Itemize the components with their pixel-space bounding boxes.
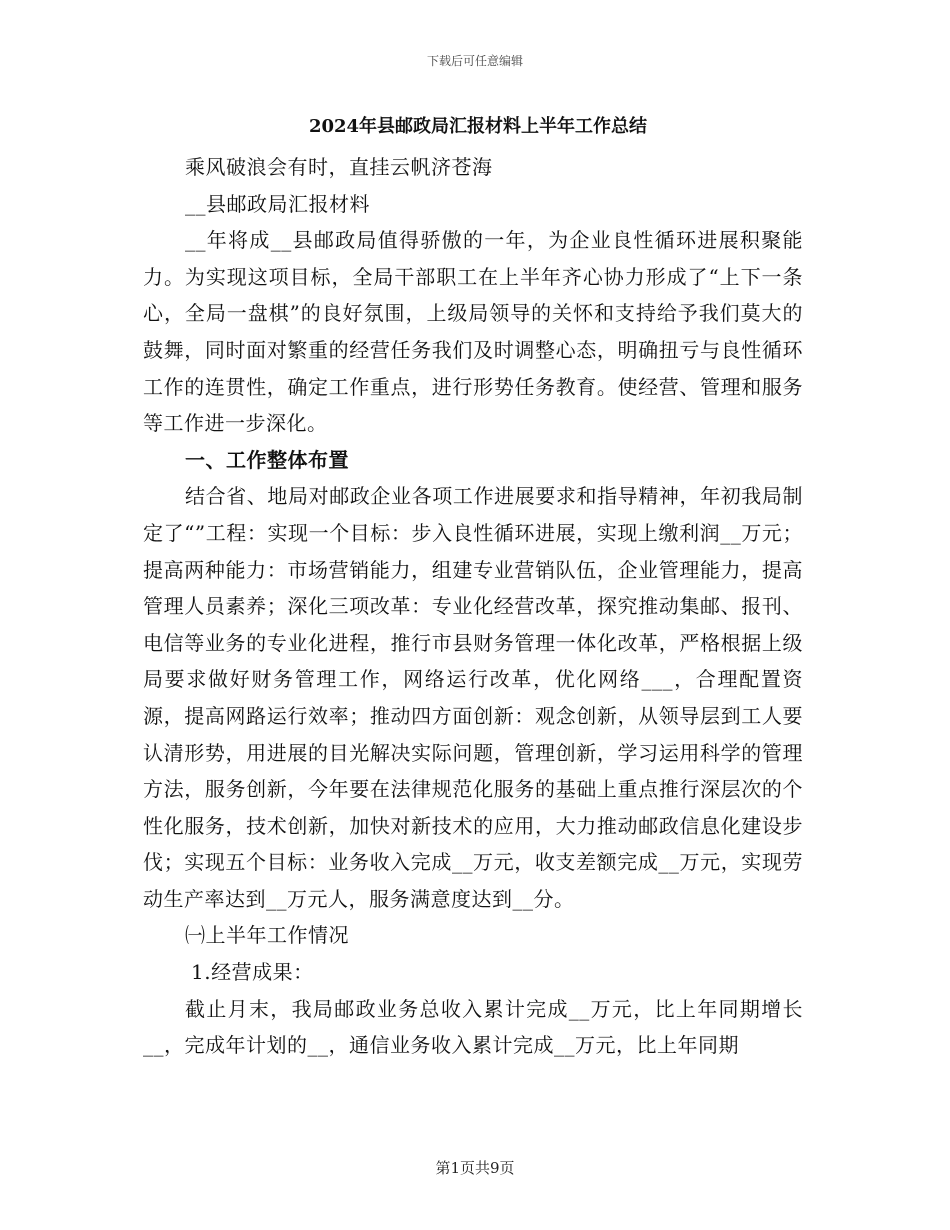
page-header: 下载后可任意编辑 <box>426 54 523 68</box>
page-footer: 第1页共9页 <box>435 1159 515 1177</box>
document-title: 2024年县邮政局汇报材料上半年工作总结 <box>308 116 648 137</box>
paragraph-intro: __年将成__县邮政局值得骄傲的一年，为企业良性循环进展积聚能力。为实现这项目标，全局干部职工在上半年齐心协力形成了“上下一条心，全局一盘棋”的良好氛围，上级局领导的关怀和支持给予我们莫大的鼓舞，同时面对繁重的经营任务我们及时调整心态，明确扭亏与良性循环工作的连贯性，确定工作重点，进行形势任务教育。使经营、管理和服务等工作进一步深化。 <box>143 228 803 436</box>
document-body <box>143 113 803 1064</box>
paragraph-business-results: 截止月末，我局邮政业务总收入累计完成__万元，比上年同期增长__，完成年计划的__，通信业务收入累计完成__万元，比上年同期 <box>143 996 803 1058</box>
item-heading-business-results: 1.经营成果： <box>191 960 314 985</box>
paragraph-motto: 乘风破浪会有时，直挂云帆济苍海 <box>185 155 493 179</box>
subsection-heading-first-half: ㈠上半年工作情况 <box>185 923 349 948</box>
section-heading-overall-plan: 一、工作整体布置 <box>185 447 349 472</box>
paragraph-overall-plan: 结合省、地局对邮政企业各项工作进展要求和指导精神，年初我局制定了“”工程：实现一个目标：步入良性循环进展，实现上缴利润__万元；提高两种能力：市场营销能力，组建专业营销队伍，企业管理能力，提高管理人员素养；深化三项改革：专业化经营改革，探究推动集邮、报刊、电信等业务的专业化进程，推行市县财务管理一体化改革，严格根据上级局要求做好财务管理工作，网络运行改革，优化网络___，合理配置资源，提高网路运行效率；推动四方面创新：观念创新，从领导层到工人要认清形势，用进展的目光解决实际问题，管理创新，学习运用科学的管理方法，服务创新，今年要在法律规范化服务的基础上重点推行深层次的个性化服务，技术创新，加快对新技术的应用，大力推动邮政信息化建设步伐；实现五个目标：业务收入完成__万元，收支差额完成__万元，实现劳动生产率达到__万元人，服务满意度达到__分。 <box>143 484 803 911</box>
paragraph-subtitle: __县邮政局汇报材料 <box>185 191 370 216</box>
